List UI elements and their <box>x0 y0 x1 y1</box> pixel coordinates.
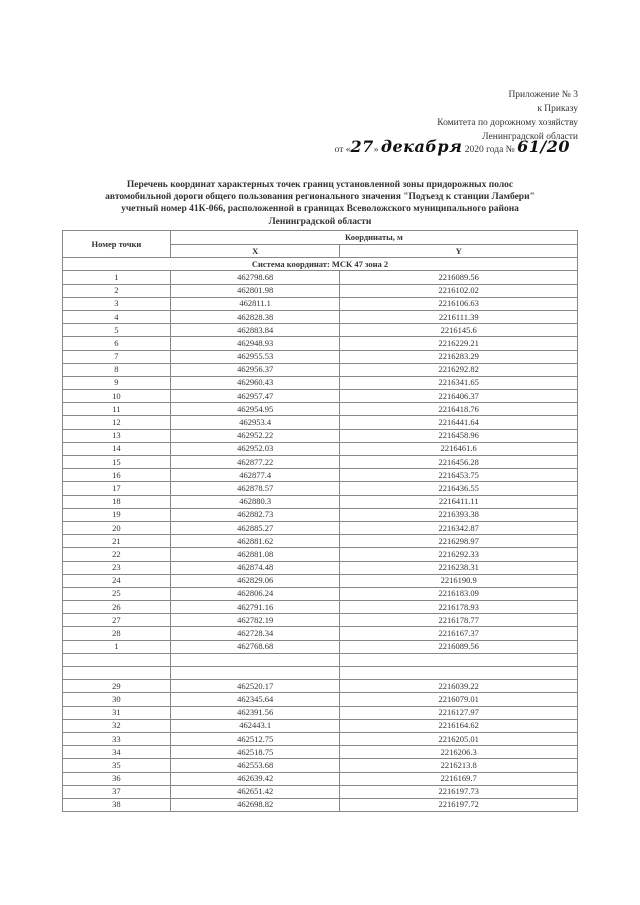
x-coordinate-cell: 462520.17 <box>170 680 340 693</box>
point-number-cell: 27 <box>63 614 171 627</box>
y-coordinate-cell: 2216127.97 <box>340 706 578 719</box>
table-row <box>63 376 578 389</box>
y-coordinate-cell: 2216102.02 <box>340 284 578 297</box>
point-number-cell: 38 <box>63 798 171 811</box>
blank-cell <box>170 667 340 680</box>
x-coordinate-cell: 462345.64 <box>170 693 340 706</box>
table-row <box>63 429 578 442</box>
table-row <box>63 772 578 785</box>
blank-cell <box>63 653 171 666</box>
appendix-committee: Комитета по дорожному хозяйству <box>437 118 578 128</box>
y-coordinate-cell: 2216292.82 <box>340 363 578 376</box>
y-coordinate-cell: 2216169.7 <box>340 772 578 785</box>
y-coordinate-cell: 2216197.72 <box>340 798 578 811</box>
point-number-cell: 13 <box>63 429 171 442</box>
x-coordinate-cell: 462828.38 <box>170 310 340 323</box>
header-x: X <box>170 245 340 258</box>
table-row <box>63 640 578 653</box>
title-line-4: Ленинградской области <box>268 216 372 227</box>
table-row <box>63 706 578 719</box>
table-row <box>63 403 578 416</box>
x-coordinate-cell: 462882.73 <box>170 508 340 521</box>
point-number-cell: 2 <box>63 284 171 297</box>
x-coordinate-cell: 462782.19 <box>170 614 340 627</box>
y-coordinate-cell: 2216292.33 <box>340 548 578 561</box>
table-row <box>63 561 578 574</box>
y-coordinate-cell: 2216197.73 <box>340 785 578 798</box>
table-row <box>63 337 578 350</box>
y-coordinate-cell: 2216458.96 <box>340 429 578 442</box>
blank-cell <box>170 653 340 666</box>
y-coordinate-cell: 2216079.01 <box>340 693 578 706</box>
appendix-order: к Приказу <box>537 104 578 114</box>
table-row <box>63 693 578 706</box>
y-coordinate-cell: 2216089.56 <box>340 271 578 284</box>
coordinates-table <box>62 230 578 812</box>
point-number-cell: 10 <box>63 390 171 403</box>
table-row <box>63 798 578 811</box>
table-row <box>63 785 578 798</box>
point-number-cell: 5 <box>63 324 171 337</box>
title-line-3: учетный номер 41К-066, расположенной в границах Всеволожского муниципального района <box>121 204 519 215</box>
x-coordinate-cell: 462698.82 <box>170 798 340 811</box>
x-coordinate-cell: 462768.68 <box>170 640 340 653</box>
x-coordinate-cell: 462948.93 <box>170 337 340 350</box>
x-coordinate-cell: 462806.24 <box>170 587 340 600</box>
table-row <box>63 416 578 429</box>
point-number-cell: 11 <box>63 403 171 416</box>
point-number-cell: 6 <box>63 337 171 350</box>
x-coordinate-cell: 462881.08 <box>170 548 340 561</box>
table-row <box>63 324 578 337</box>
point-number-cell: 37 <box>63 785 171 798</box>
y-coordinate-cell: 2216238.31 <box>340 561 578 574</box>
point-number-cell: 20 <box>63 521 171 534</box>
table-body <box>63 258 578 812</box>
x-coordinate-cell: 462877.4 <box>170 469 340 482</box>
y-coordinate-cell: 2216190.9 <box>340 574 578 587</box>
x-coordinate-cell: 462443.1 <box>170 719 340 732</box>
point-number-cell: 14 <box>63 442 171 455</box>
point-number-cell: 28 <box>63 627 171 640</box>
handwritten-month: декабря <box>380 137 463 156</box>
table-row <box>63 310 578 323</box>
y-coordinate-cell: 2216039.22 <box>340 680 578 693</box>
y-coordinate-cell: 2216436.55 <box>340 482 578 495</box>
point-number-cell: 12 <box>63 416 171 429</box>
x-coordinate-cell: 462811.1 <box>170 297 340 310</box>
y-coordinate-cell: 2216111.39 <box>340 310 578 323</box>
y-coordinate-cell: 2216164.62 <box>340 719 578 732</box>
y-coordinate-cell: 2216106.63 <box>340 297 578 310</box>
x-coordinate-cell: 462791.16 <box>170 601 340 614</box>
blank-cell <box>63 667 171 680</box>
x-coordinate-cell: 462518.75 <box>170 746 340 759</box>
x-coordinate-cell: 462512.75 <box>170 732 340 745</box>
x-coordinate-cell: 462651.42 <box>170 785 340 798</box>
x-coordinate-cell: 462960.43 <box>170 376 340 389</box>
x-coordinate-cell: 462952.22 <box>170 429 340 442</box>
point-number-cell: 1 <box>63 640 171 653</box>
table-row <box>63 495 578 508</box>
y-coordinate-cell: 2216406.37 <box>340 390 578 403</box>
x-coordinate-cell: 462728.34 <box>170 627 340 640</box>
table-row <box>63 548 578 561</box>
x-coordinate-cell: 462956.37 <box>170 363 340 376</box>
table-row <box>63 732 578 745</box>
point-number-cell: 24 <box>63 574 171 587</box>
point-number-cell: 25 <box>63 587 171 600</box>
x-coordinate-cell: 462639.42 <box>170 772 340 785</box>
y-coordinate-cell: 2216461.6 <box>340 442 578 455</box>
y-coordinate-cell: 2216089.56 <box>340 640 578 653</box>
y-coordinate-cell: 2216441.64 <box>340 416 578 429</box>
x-coordinate-cell: 462829.06 <box>170 574 340 587</box>
table-row <box>63 574 578 587</box>
x-coordinate-cell: 462874.48 <box>170 561 340 574</box>
point-number-cell: 34 <box>63 746 171 759</box>
x-coordinate-cell: 462880.3 <box>170 495 340 508</box>
table-row <box>63 363 578 376</box>
x-coordinate-cell: 462885.27 <box>170 521 340 534</box>
table-row <box>63 521 578 534</box>
y-coordinate-cell: 2216411.11 <box>340 495 578 508</box>
point-number-cell: 33 <box>63 732 171 745</box>
y-coordinate-cell: 2216453.75 <box>340 469 578 482</box>
table-row <box>63 719 578 732</box>
order-date-line: от «27» декабря 2020 года № 61/20 <box>334 137 570 156</box>
table-row <box>63 535 578 548</box>
y-coordinate-cell: 2216418.76 <box>340 403 578 416</box>
header-y: Y <box>340 245 578 258</box>
point-number-cell: 32 <box>63 719 171 732</box>
x-coordinate-cell: 462954.95 <box>170 403 340 416</box>
x-coordinate-cell: 462955.53 <box>170 350 340 363</box>
y-coordinate-cell: 2216178.77 <box>340 614 578 627</box>
x-coordinate-cell: 462883.84 <box>170 324 340 337</box>
x-coordinate-cell: 462391.56 <box>170 706 340 719</box>
point-number-cell: 17 <box>63 482 171 495</box>
table-row <box>63 508 578 521</box>
point-number-cell: 1 <box>63 271 171 284</box>
y-coordinate-cell: 2216205.01 <box>340 732 578 745</box>
point-number-cell: 35 <box>63 759 171 772</box>
table-row <box>63 390 578 403</box>
blank-separator-row <box>63 667 578 680</box>
y-coordinate-cell: 2216342.87 <box>340 521 578 534</box>
title-line-2: автомобильной дороги общего пользования регионального значения "Подъезд к станции Ламбери" <box>105 192 535 203</box>
point-number-cell: 30 <box>63 693 171 706</box>
header-point-number: Номер точки <box>63 231 171 258</box>
appendix-region: Ленинградской области <box>482 132 578 142</box>
table-row <box>63 587 578 600</box>
table-row <box>63 284 578 297</box>
point-number-cell: 7 <box>63 350 171 363</box>
x-coordinate-cell: 462798.68 <box>170 271 340 284</box>
table-row <box>63 482 578 495</box>
y-coordinate-cell: 2216456.28 <box>340 456 578 469</box>
x-coordinate-cell: 462881.62 <box>170 535 340 548</box>
coordinate-system: Система координат: МСК 47 зона 2 <box>63 258 578 271</box>
x-coordinate-cell: 462953.4 <box>170 416 340 429</box>
y-coordinate-cell: 2216298.97 <box>340 535 578 548</box>
table-row <box>63 271 578 284</box>
x-coordinate-cell: 462952.03 <box>170 442 340 455</box>
point-number-cell: 31 <box>63 706 171 719</box>
point-number-cell: 18 <box>63 495 171 508</box>
table-row <box>63 759 578 772</box>
y-coordinate-cell: 2216213.8 <box>340 759 578 772</box>
y-coordinate-cell: 2216178.93 <box>340 601 578 614</box>
y-coordinate-cell: 2216229.21 <box>340 337 578 350</box>
blank-cell <box>340 653 578 666</box>
document-title <box>58 179 582 228</box>
blank-separator-row <box>63 653 578 666</box>
table-row <box>63 456 578 469</box>
y-coordinate-cell: 2216183.09 <box>340 587 578 600</box>
table-row <box>63 442 578 455</box>
y-coordinate-cell: 2216341.65 <box>340 376 578 389</box>
title-line-1: Перечень координат характерных точек границ установленной зоны придорожных полос <box>126 180 514 190</box>
point-number-cell: 36 <box>63 772 171 785</box>
point-number-cell: 8 <box>63 363 171 376</box>
table-row <box>63 469 578 482</box>
appendix-header <box>437 88 578 144</box>
point-number-cell: 21 <box>63 535 171 548</box>
point-number-cell: 3 <box>63 297 171 310</box>
x-coordinate-cell: 462957.47 <box>170 390 340 403</box>
point-number-cell: 22 <box>63 548 171 561</box>
y-coordinate-cell: 2216283.29 <box>340 350 578 363</box>
y-coordinate-cell: 2216167.37 <box>340 627 578 640</box>
date-year: 2020 <box>464 145 484 155</box>
appendix-number: Приложение № 3 <box>508 90 578 100</box>
point-number-cell: 15 <box>63 456 171 469</box>
point-number-cell: 26 <box>63 601 171 614</box>
header-coordinates: Координаты, м <box>170 231 577 245</box>
point-number-cell: 4 <box>63 310 171 323</box>
table-row <box>63 350 578 363</box>
blank-cell <box>340 667 578 680</box>
x-coordinate-cell: 462878.57 <box>170 482 340 495</box>
table-row <box>63 601 578 614</box>
handwritten-day: 27 <box>350 137 374 156</box>
table-row <box>63 614 578 627</box>
table-row <box>63 297 578 310</box>
table-row <box>63 746 578 759</box>
table-row <box>63 627 578 640</box>
point-number-cell: 16 <box>63 469 171 482</box>
point-number-cell: 29 <box>63 680 171 693</box>
x-coordinate-cell: 462553.68 <box>170 759 340 772</box>
point-number-cell: 19 <box>63 508 171 521</box>
table-row <box>63 680 578 693</box>
y-coordinate-cell: 2216145.6 <box>340 324 578 337</box>
handwritten-number: 61/20 <box>517 137 570 156</box>
x-coordinate-cell: 462801.98 <box>170 284 340 297</box>
y-coordinate-cell: 2216206.3 <box>340 746 578 759</box>
y-coordinate-cell: 2216393.38 <box>340 508 578 521</box>
x-coordinate-cell: 462877.22 <box>170 456 340 469</box>
point-number-cell: 9 <box>63 376 171 389</box>
date-prefix: от « <box>334 145 351 155</box>
point-number-cell: 23 <box>63 561 171 574</box>
date-suffix: года № <box>486 145 515 155</box>
